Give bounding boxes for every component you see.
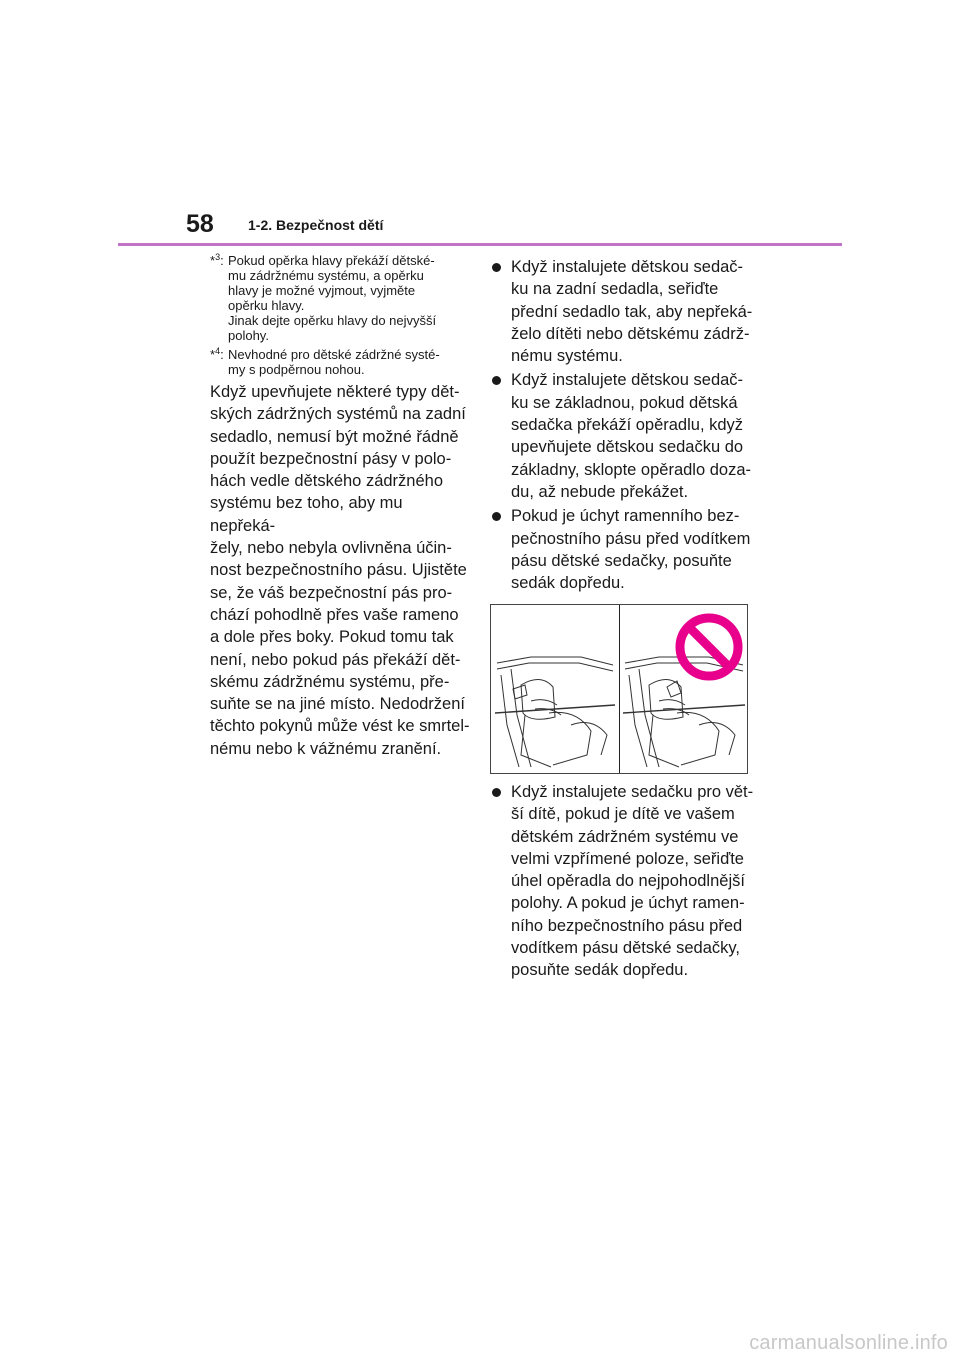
right-column [490, 253, 760, 594]
footnote-mark: *$^4$: [210, 346, 224, 362]
page-header [0, 0, 960, 250]
section-title: 1-2. Bezpečnost dětí [248, 217, 384, 233]
bullet-item: Když instalujete dětskou sedač- ku na zadní sedadla, seřiďte přední sedadlo tak, aby nepřeká- želo dítěti nebo dětskému zádrž- nému systému. [490, 256, 760, 367]
footnote-text: Pokud opěrka hlavy překáží dětské- mu zádržnému systému, a opěrku hlavy je možné vyjmout, vyjměte opěrku hlavy. Jinak dejte opěrku hlavy do nejvyšší polohy. [228, 253, 437, 343]
left-column [210, 253, 472, 760]
bullet-item: Když instalujete sedačku pro vět- ší dítě, pokud je dítě ve vašem dětském zádržném systému ve velmi vzpřímené poloze, seřiďte úhel opěradla do nejpohodlnější polohy. A pokud je úchyt ramen- ního bezpečnostního pásu před vodítkem pásu dětské sedačky, posuňte sedák dopředu. [490, 781, 760, 982]
child-seat-illustration [490, 604, 748, 774]
right-column-lower [490, 781, 760, 982]
figure-divider [619, 605, 620, 773]
bullet-icon [492, 512, 501, 521]
bullet-icon [492, 788, 501, 797]
bullet-icon [492, 263, 501, 272]
footnote-4 [210, 347, 472, 377]
page-number: 58 [186, 210, 214, 238]
header-rule [118, 243, 842, 246]
footnote-3 [210, 253, 472, 343]
footnote-mark: *$^3$: [210, 252, 224, 268]
watermark: carmanualsonline.info [749, 1332, 948, 1354]
correct-seating-drawing [495, 657, 615, 767]
bullet-item: Pokud je úchyt ramenního bez- pečnostního pásu před vodítkem pásu dětské sedačky, posuňte sedák dopředu. [490, 505, 760, 594]
bullet-icon [492, 376, 501, 385]
footnote-text: Nevhodné pro dětské zádržné systé- my s podpěrnou nohou. [228, 347, 440, 377]
illustration-svg [491, 605, 747, 773]
bullet-item: Když instalujete dětskou sedač- ku se základnou, pokud dětská sedačka překáží opěradlu, když upevňujete dětskou sedačku do základny, sklopte opěradlo doza- du, až nebude překážet. [490, 369, 760, 503]
prohibition-icon [680, 618, 738, 676]
body-paragraph: Když upevňujete některé typy dět- ských zádržných systémů na zadní sedadlo, nemusí být možné řádně použít bezpečnostní pásy v polo- hách vedle dětského zádržného systému bez toho, aby mu nepřeká- žely, nebo nebyla ovlivněna účin- nost bezpečnostního pásu. Ujistěte se, že váš bezpečnostní pás pro- chází pohodlně přes vaše rameno a dole přes boky. Pokud tomu tak není, nebo pokud pás překáží dět- skému zádržnému systému, pře- suňte se na jiné místo. Nedodržení těchto pokynů může vést ke smrtel- nému nebo k vážnému zranění. [210, 383, 470, 758]
